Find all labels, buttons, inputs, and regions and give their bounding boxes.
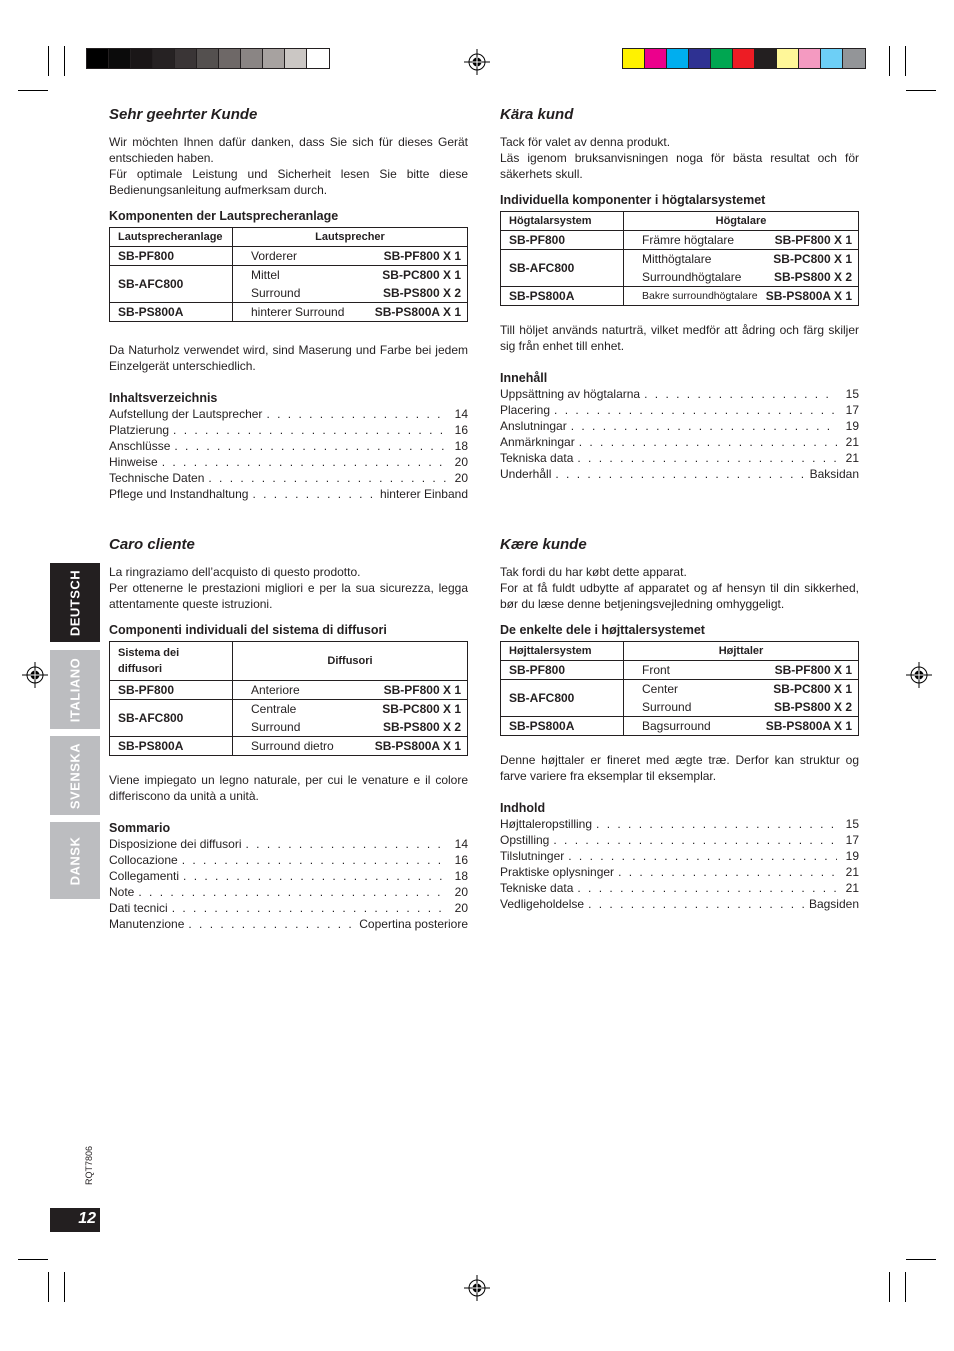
wood-note: Denne højttaler er fineret med ægte træ. Derfor kan struktur og farve variere fra eksemplar til eksemplar.	[500, 753, 859, 783]
speaker-code: SB-PS800 X 2	[773, 700, 852, 714]
intro-text: Tak fordi du har købt dette apparat.	[500, 565, 687, 579]
toc-entry[interactable]	[109, 884, 468, 900]
crop-mark	[48, 1272, 49, 1302]
toc-page: 20	[454, 455, 468, 469]
toc-leader	[577, 880, 837, 896]
speaker-item	[624, 268, 858, 286]
components-heading: Komponenten der Lautsprecheranlage	[109, 209, 339, 223]
table-header-row	[110, 228, 468, 247]
speaker-cell	[233, 737, 468, 756]
column-header: Högtalare	[624, 212, 859, 231]
model-cell: SB-AFC800	[110, 700, 233, 737]
model-cell: SB-AFC800	[501, 250, 624, 287]
toc-title: Pflege und Instandhaltung	[109, 487, 249, 501]
page-number-box	[50, 1208, 100, 1232]
toc-leader	[266, 406, 446, 422]
toc-entry[interactable]	[500, 386, 859, 402]
section-svenska	[500, 106, 859, 482]
speaker-name: Centrale	[251, 702, 297, 716]
toc-leader	[174, 438, 446, 454]
speaker-code: SB-PS800 X 2	[382, 720, 461, 734]
toc-page: 16	[454, 853, 468, 867]
speaker-item	[624, 287, 858, 305]
speaker-cell	[233, 247, 468, 266]
toc-title: Dati tecnici	[109, 901, 168, 915]
registration-mark-icon	[464, 1275, 490, 1301]
speaker-item	[624, 680, 858, 698]
toc-page: Baksidan	[809, 467, 859, 481]
color-swatch	[153, 49, 175, 68]
toc-entry[interactable]	[109, 836, 468, 852]
toc-page: 15	[845, 817, 859, 831]
grayscale-color-bar	[86, 48, 330, 69]
toc-entry[interactable]	[109, 406, 468, 422]
toc-leader	[554, 402, 837, 418]
language-tab-deutsch[interactable]: DEUTSCH	[50, 563, 100, 642]
table-row	[110, 303, 468, 322]
color-swatch	[733, 49, 755, 68]
intro-text: Per ottenerne le prestazioni migliori e per la sua sicurezza, legga attentamente queste istruzioni.	[109, 581, 468, 611]
toc-page: 21	[845, 451, 859, 465]
wood-note: Da Naturholz verwendet wird, sind Maserung und Farbe bei jedem Einzelgerät unterschiedlich.	[109, 343, 468, 373]
section-title: Sehr geehrter Kunde	[109, 106, 258, 123]
speaker-name: Surround dietro	[251, 739, 334, 753]
table-of-contents	[500, 816, 859, 912]
toc-entry[interactable]	[500, 816, 859, 832]
toc-leader	[252, 486, 375, 502]
speaker-name: Surround	[642, 700, 692, 714]
registration-mark-icon	[22, 662, 48, 688]
color-swatch	[777, 49, 799, 68]
crop-mark	[889, 46, 890, 76]
toc-page: Copertina posteriore	[359, 917, 468, 931]
crop-mark	[905, 1272, 906, 1302]
toc-title: Aufstellung der Lautsprecher	[109, 407, 263, 421]
toc-entry[interactable]	[109, 852, 468, 868]
color-swatch	[755, 49, 777, 68]
speaker-item	[233, 718, 467, 736]
toc-title: Opstilling	[500, 833, 550, 847]
speaker-name: Främre högtalare	[642, 233, 735, 247]
color-swatch	[109, 49, 131, 68]
intro-text: Tack för valet av denna produkt.	[500, 135, 671, 149]
speaker-name: Bakre surroundhögtalare	[642, 290, 758, 302]
toc-page: Bagsiden	[808, 897, 859, 911]
toc-title: Disposizione dei diffusori	[109, 837, 242, 851]
model-cell: SB-PS800A	[110, 303, 233, 322]
speaker-code: SB-PC800 X 1	[382, 268, 461, 282]
color-swatch	[799, 49, 821, 68]
speaker-code: SB-PS800 X 2	[382, 286, 461, 300]
model-cell: SB-AFC800	[110, 266, 233, 303]
speaker-name: Mitthögtalare	[642, 252, 712, 266]
document-code: RQT7806	[84, 1145, 94, 1185]
color-swatch	[263, 49, 285, 68]
model-cell: SB-PS800A	[501, 287, 624, 306]
speaker-name: Anteriore	[251, 683, 300, 697]
toc-page: 15	[845, 387, 859, 401]
section-dansk	[500, 536, 859, 912]
toc-leader	[571, 418, 837, 434]
toc-heading: Inhaltsverzeichnis	[109, 391, 218, 405]
toc-title: Collegamenti	[109, 869, 180, 883]
speaker-name: Center	[642, 682, 679, 696]
toc-leader	[246, 836, 446, 852]
speaker-name: Surround	[251, 286, 301, 300]
speaker-code: SB-PS800 X 2	[773, 270, 852, 284]
speaker-item	[624, 250, 858, 268]
toc-page: 14	[454, 407, 468, 421]
toc-page: 18	[454, 869, 468, 883]
registration-mark-icon	[464, 49, 490, 75]
speaker-cell	[624, 231, 859, 250]
crop-mark	[18, 90, 48, 91]
language-tab-italiano[interactable]: ITALIANO	[50, 650, 100, 729]
toc-entry[interactable]	[500, 434, 859, 450]
crop-mark	[905, 46, 906, 76]
toc-entry[interactable]	[109, 900, 468, 916]
components-heading: Componenti individuali del sistema di diffusori	[109, 623, 387, 637]
column-header: Lautsprecher	[233, 228, 468, 247]
crop-mark	[18, 1259, 48, 1260]
table-row	[501, 287, 859, 306]
crop-mark	[906, 1259, 936, 1260]
speaker-cell	[624, 661, 859, 680]
speaker-cell	[233, 700, 468, 737]
toc-title: Platzierung	[109, 423, 170, 437]
toc-title: Note	[109, 885, 135, 899]
speaker-cell	[233, 681, 468, 700]
toc-page: 20	[454, 901, 468, 915]
toc-title: Tekniska data	[500, 451, 574, 465]
table-row	[110, 737, 468, 756]
toc-leader	[579, 434, 837, 450]
speaker-name: Front	[642, 663, 671, 677]
toc-page: 20	[454, 885, 468, 899]
crop-mark	[48, 46, 49, 76]
toc-title: Uppsättning av högtalarna	[500, 387, 641, 401]
speaker-code: SB-PF800 X 1	[383, 249, 461, 263]
wood-note: Till höljet används naturträ, vilket medför att ådring och färg skiljer sig från enhet till enhet.	[500, 323, 859, 353]
components-table	[109, 641, 468, 756]
section-italiano	[109, 536, 468, 932]
toc-leader	[183, 868, 446, 884]
intro-text: Wir möchten Ihnen dafür danken, dass Sie sich für dieses Gerät entschieden haben.	[109, 135, 468, 165]
speaker-item	[233, 700, 467, 718]
toc-page: 18	[454, 439, 468, 453]
toc-title: Tilslutninger	[500, 849, 565, 863]
model-cell: SB-PS800A	[110, 737, 233, 756]
color-swatch	[689, 49, 711, 68]
toc-entry[interactable]	[109, 454, 468, 470]
speaker-name: Surroundhögtalare	[642, 270, 742, 284]
color-swatch	[711, 49, 733, 68]
crop-mark	[64, 46, 65, 76]
page-number: 12	[78, 1210, 96, 1227]
speaker-code: SB-PS800A X 1	[374, 305, 461, 319]
toc-page: 17	[845, 833, 859, 847]
section-title: Kære kunde	[500, 536, 587, 553]
toc-title: Collocazione	[109, 853, 178, 867]
table-header-row	[501, 642, 859, 661]
toc-entry[interactable]	[109, 916, 468, 932]
toc-heading: Sommario	[109, 821, 171, 835]
color-swatch	[285, 49, 307, 68]
speaker-name: Bagsurround	[642, 719, 711, 733]
speaker-name: Surround	[251, 720, 301, 734]
toc-page: 19	[845, 849, 859, 863]
speaker-cell	[624, 680, 859, 717]
toc-leader	[188, 916, 355, 932]
toc-title: Tekniske data	[500, 881, 574, 895]
speaker-cell	[233, 303, 468, 322]
toc-page: 21	[845, 865, 859, 879]
speaker-code: SB-PS800A X 1	[765, 289, 852, 303]
toc-entry[interactable]	[109, 486, 468, 502]
toc-entry[interactable]	[109, 868, 468, 884]
toc-entry[interactable]	[109, 470, 468, 486]
model-cell: SB-PF800	[110, 681, 233, 700]
color-swatch	[843, 49, 865, 68]
toc-heading: Innehåll	[500, 371, 548, 385]
crop-mark	[64, 1272, 65, 1302]
toc-title: Underhåll	[500, 467, 552, 481]
speaker-item	[233, 284, 467, 302]
speaker-code: SB-PC800 X 1	[382, 702, 461, 716]
speaker-item	[233, 681, 467, 699]
speaker-item	[624, 698, 858, 716]
toc-entry[interactable]	[500, 466, 859, 482]
language-tab-svenska[interactable]: SVENSKA	[50, 736, 100, 815]
color-swatch	[241, 49, 263, 68]
table-of-contents	[109, 836, 468, 932]
crop-mark	[889, 1272, 890, 1302]
toc-leader	[644, 386, 837, 402]
toc-title: Højttaleropstilling	[500, 817, 593, 831]
toc-title: Praktiske oplysninger	[500, 865, 615, 879]
speaker-code: SB-PF800 X 1	[383, 683, 461, 697]
intro-text: Für optimale Leistung und Sicherheit lesen Sie bitte diese Bedienungsanleitung aufmerksam durch.	[109, 167, 468, 197]
toc-leader	[568, 848, 837, 864]
toc-title: Vedligeholdelse	[500, 897, 585, 911]
toc-leader	[182, 852, 446, 868]
toc-page: 14	[454, 837, 468, 851]
toc-entry[interactable]	[500, 880, 859, 896]
model-cell: SB-PF800	[110, 247, 233, 266]
registration-mark-icon	[906, 662, 932, 688]
toc-leader	[162, 454, 446, 470]
column-header: Diffusori	[233, 642, 468, 681]
speaker-cell	[624, 287, 859, 306]
color-swatch	[307, 49, 329, 68]
table-row	[110, 266, 468, 303]
table-of-contents	[109, 406, 468, 502]
components-table	[500, 641, 859, 736]
speaker-code: SB-PC800 X 1	[773, 682, 852, 696]
toc-page: 21	[845, 881, 859, 895]
toc-entry[interactable]	[500, 418, 859, 434]
toc-heading: Indhold	[500, 801, 546, 815]
toc-leader	[173, 422, 446, 438]
speaker-item	[624, 717, 858, 735]
section-title: Kära kund	[500, 106, 574, 123]
toc-title: Placering	[500, 403, 551, 417]
toc-entry[interactable]	[500, 450, 859, 466]
speaker-name: Vorderer	[251, 249, 298, 263]
toc-leader	[555, 466, 805, 482]
speaker-item	[233, 266, 467, 284]
speaker-name: hinterer Surround	[251, 305, 345, 319]
toc-leader	[172, 900, 446, 916]
column-header: Højttalersystem	[501, 642, 624, 661]
speaker-code: SB-PS800A X 1	[765, 719, 852, 733]
toc-title: Technische Daten	[109, 471, 205, 485]
speaker-name: Mittel	[251, 268, 280, 282]
toc-title: Anschlüsse	[109, 439, 171, 453]
intro-text: For at få fuldt udbytte af apparatet og af hensyn til din sikkerhed, bør du læse denne betjeningsvejledning omhyggeligt.	[500, 581, 859, 611]
toc-title: Anmärkningar	[500, 435, 575, 449]
table-row	[110, 700, 468, 737]
toc-entry[interactable]	[500, 832, 859, 848]
speaker-cell	[233, 266, 468, 303]
column-header: Högtalarsystem	[501, 212, 624, 231]
speaker-cell	[624, 717, 859, 736]
table-row	[110, 681, 468, 700]
components-heading: De enkelte dele i højttalersystemet	[500, 623, 705, 637]
toc-page: hinterer Einband	[379, 487, 468, 501]
components-table	[109, 227, 468, 322]
table-row	[110, 247, 468, 266]
column-header: Højttaler	[624, 642, 859, 661]
language-tab-dansk[interactable]: DANSK	[50, 822, 100, 899]
toc-leader	[138, 884, 446, 900]
speaker-code: SB-PF800 X 1	[774, 233, 852, 247]
toc-page: 16	[454, 423, 468, 437]
speaker-item	[233, 303, 467, 321]
toc-entry[interactable]	[500, 896, 859, 912]
speaker-code: SB-PS800A X 1	[374, 739, 461, 753]
wood-note: Viene impiegato un legno naturale, per cui le venature e il colore differiscono da unità a unità.	[109, 773, 468, 803]
color-swatch	[131, 49, 153, 68]
toc-entry[interactable]	[109, 438, 468, 454]
color-swatch	[175, 49, 197, 68]
components-heading: Individuella komponenter i högtalarsystemet	[500, 193, 766, 207]
model-cell: SB-PF800	[501, 231, 624, 250]
column-header: Sistema dei diffusori	[110, 642, 233, 681]
crop-mark	[906, 90, 936, 91]
section-title: Caro cliente	[109, 536, 195, 553]
components-table	[500, 211, 859, 306]
color-swatch	[219, 49, 241, 68]
cmyk-color-bar	[622, 48, 866, 69]
toc-title: Hinweise	[109, 455, 158, 469]
color-swatch	[821, 49, 843, 68]
color-swatch	[623, 49, 645, 68]
table-of-contents	[500, 386, 859, 482]
toc-leader	[596, 816, 837, 832]
intro-text: Läs igenom bruksanvisningen noga för bästa resultat och för säkerhets skull.	[500, 151, 859, 181]
toc-leader	[588, 896, 805, 912]
table-row	[501, 717, 859, 736]
model-cell: SB-PF800	[501, 661, 624, 680]
color-swatch	[667, 49, 689, 68]
table-row	[501, 250, 859, 287]
speaker-code: SB-PC800 X 1	[773, 252, 852, 266]
section-deutsch	[109, 106, 468, 502]
table-row	[501, 680, 859, 717]
toc-entry[interactable]	[500, 848, 859, 864]
toc-leader	[618, 864, 837, 880]
speaker-item	[233, 247, 467, 265]
toc-page: 17	[845, 403, 859, 417]
toc-page: 19	[845, 419, 859, 433]
color-swatch	[645, 49, 667, 68]
column-header: Lautsprecheranlage	[110, 228, 233, 247]
table-row	[501, 661, 859, 680]
toc-page: 20	[454, 471, 468, 485]
color-swatch	[87, 49, 109, 68]
model-cell: SB-AFC800	[501, 680, 624, 717]
toc-page: 21	[845, 435, 859, 449]
color-swatch	[197, 49, 219, 68]
table-header-row	[501, 212, 859, 231]
toc-entry[interactable]	[109, 422, 468, 438]
toc-leader	[208, 470, 446, 486]
table-header-row	[110, 642, 468, 681]
table-row	[501, 231, 859, 250]
toc-leader	[553, 832, 837, 848]
model-cell: SB-PS800A	[501, 717, 624, 736]
toc-title: Anslutningar	[500, 419, 567, 433]
speaker-item	[233, 737, 467, 755]
speaker-item	[624, 661, 858, 679]
speaker-item	[624, 231, 858, 249]
toc-leader	[577, 450, 837, 466]
toc-entry[interactable]	[500, 402, 859, 418]
speaker-cell	[624, 250, 859, 287]
intro-text: La ringraziamo dell’acquisto di questo prodotto.	[109, 565, 361, 579]
toc-entry[interactable]	[500, 864, 859, 880]
toc-title: Manutenzione	[109, 917, 185, 931]
speaker-code: SB-PF800 X 1	[774, 663, 852, 677]
